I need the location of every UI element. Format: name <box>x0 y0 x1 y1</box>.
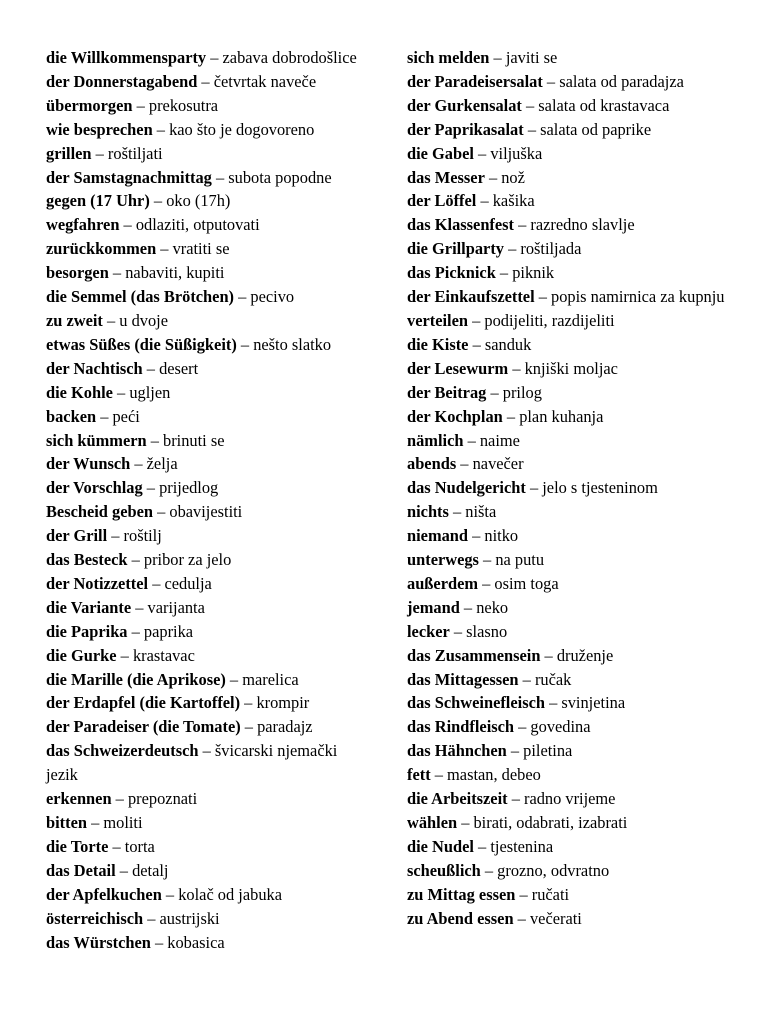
entry-separator: – <box>457 813 474 832</box>
entry-separator: – <box>96 406 113 426</box>
vocabulary-entry <box>46 213 366 237</box>
croatian-translation: marelica <box>242 669 299 689</box>
croatian-translation: salata od krastavaca <box>538 95 670 115</box>
german-term: fett <box>407 765 431 785</box>
vocabulary-entry <box>407 70 725 94</box>
croatian-translation: ručak <box>534 669 572 689</box>
vocabulary-entry <box>407 644 725 668</box>
german-term: die Grillparty <box>407 239 504 259</box>
croatian-translation: varijanta <box>147 597 205 617</box>
entry-separator: – <box>127 550 144 570</box>
croatian-translation: naime <box>479 430 520 450</box>
entry-separator: – <box>523 119 541 139</box>
vocabulary-entry <box>407 333 725 357</box>
entry-separator: – <box>112 382 130 402</box>
vocabulary-entry <box>407 309 725 333</box>
entry-separator: – <box>146 430 164 450</box>
entry-separator: – <box>153 502 170 522</box>
german-term: der Paprikasalat <box>407 119 524 139</box>
entry-separator: – <box>508 358 525 378</box>
german-term: die Gurke <box>46 645 117 665</box>
german-term: die Torte <box>46 836 109 856</box>
entry-separator: – <box>518 669 535 689</box>
german-term: der Lesewurm <box>407 358 509 378</box>
croatian-translation: nož <box>501 167 525 187</box>
entry-separator: – <box>540 645 557 665</box>
entry-separator: – <box>156 239 173 259</box>
croatian-translation: paprika <box>143 621 194 641</box>
croatian-translation: radno vrijeme <box>523 789 616 809</box>
vocabulary-entry <box>407 572 725 596</box>
vocabulary-entry <box>407 381 725 405</box>
german-term: nichts <box>407 502 449 522</box>
entry-separator: – <box>513 908 530 928</box>
croatian-translation: subota popodne <box>228 167 332 187</box>
vocabulary-entry <box>46 907 366 931</box>
vocabulary-entry <box>407 715 725 739</box>
vocabulary-entry <box>46 452 366 476</box>
vocabulary-entry <box>46 285 366 309</box>
entry-separator: – <box>143 908 160 928</box>
entry-separator: – <box>468 334 485 354</box>
german-term: die Variante <box>46 597 132 617</box>
german-term: das Würstchen <box>46 932 151 952</box>
german-term: das Messer <box>407 167 485 187</box>
croatian-translation: odlaziti, otputovati <box>135 215 260 235</box>
croatian-translation: paradajz <box>257 717 313 737</box>
entry-separator: – <box>484 167 502 187</box>
german-term: das Nudelgericht <box>407 478 526 498</box>
vocabulary-entry <box>407 476 725 500</box>
vocabulary-column-right <box>407 46 725 931</box>
entry-separator: – <box>86 813 104 832</box>
vocabulary-entry <box>46 166 366 190</box>
entry-separator: – <box>116 645 133 665</box>
croatian-translation: švicarski njemački jezik <box>46 741 338 785</box>
croatian-translation: popis namirnica za kupnju <box>551 287 725 307</box>
vocabulary-entry <box>407 835 725 859</box>
german-term: scheußlich <box>407 860 481 880</box>
german-term: besorgen <box>46 263 109 283</box>
croatian-translation: roštiljada <box>520 239 582 259</box>
german-term: jemand <box>407 597 460 617</box>
german-term: das Klassenfest <box>407 215 515 235</box>
vocabulary-entry <box>407 429 725 453</box>
vocabulary-entry <box>407 691 725 715</box>
vocabulary-entry <box>407 166 725 190</box>
german-term: sich kümmern <box>46 430 147 450</box>
german-term: die Arbeitszeit <box>407 789 508 809</box>
vocabulary-entry <box>407 739 725 763</box>
vocabulary-entry <box>407 883 725 907</box>
croatian-translation: ugljen <box>129 382 171 402</box>
entry-separator: – <box>480 860 498 880</box>
entry-separator: – <box>473 143 491 163</box>
entry-separator: – <box>107 526 124 546</box>
german-term: das Mittagessen <box>407 669 519 689</box>
entry-separator: – <box>198 741 215 761</box>
croatian-translation: roštiljati <box>107 143 163 163</box>
croatian-translation: roštilj <box>123 526 162 546</box>
entry-separator: – <box>161 884 179 904</box>
vocabulary-entry <box>46 787 366 811</box>
vocabulary-entry <box>46 596 366 620</box>
german-term: wegfahren <box>46 215 120 235</box>
vocabulary-entry <box>407 142 725 166</box>
german-term: der Donnerstagabend <box>46 71 198 91</box>
german-term: der Paradeisersalat <box>407 71 543 91</box>
croatian-translation: večerati <box>529 908 582 928</box>
croatian-translation: kao što je dogovoreno <box>169 119 315 139</box>
german-term: gegen (17 Uhr) <box>46 191 150 211</box>
german-term: der Beitrag <box>407 382 487 402</box>
german-term: abends <box>407 454 457 474</box>
german-term: das Schweizerdeutsch <box>46 741 199 761</box>
vocabulary-entry <box>407 763 725 787</box>
entry-separator: – <box>544 693 562 713</box>
entry-separator: – <box>467 310 485 330</box>
vocabulary-entry <box>46 237 366 261</box>
entry-separator: – <box>542 71 560 91</box>
croatian-translation: brinuti se <box>163 430 225 450</box>
german-term: etwas Süßes (die Süßigkeit) <box>46 334 237 354</box>
german-term: die Kiste <box>407 334 469 354</box>
vocabulary-entry <box>46 309 366 333</box>
croatian-translation: mastan, debeo <box>447 765 541 785</box>
croatian-translation: pribor za jelo <box>143 550 232 570</box>
entry-separator: – <box>502 406 520 426</box>
entry-separator: – <box>225 669 243 689</box>
german-term: der Notizzettel <box>46 573 149 593</box>
entry-separator: – <box>150 932 168 952</box>
vocabulary-entry <box>46 46 366 70</box>
croatian-translation: zabava dobrodošlice <box>222 48 357 67</box>
croatian-translation: druženje <box>556 645 614 665</box>
vocabulary-entry <box>407 524 725 548</box>
entry-separator: – <box>459 597 477 617</box>
croatian-translation: neko <box>476 597 509 617</box>
entry-separator: – <box>234 287 251 307</box>
german-term: lecker <box>407 621 450 641</box>
vocabulary-entry <box>407 189 725 213</box>
croatian-translation: slasno <box>466 621 508 641</box>
croatian-translation: javiti se <box>505 48 558 67</box>
vocabulary-entry <box>407 668 725 692</box>
vocabulary-entry <box>407 405 725 429</box>
croatian-translation: nešto slatko <box>253 334 332 354</box>
vocabulary-entry <box>407 620 725 644</box>
vocabulary-entry <box>46 548 366 572</box>
croatian-translation: svinjetina <box>561 693 626 713</box>
entry-separator: – <box>152 119 170 139</box>
entry-separator: – <box>448 502 466 522</box>
croatian-translation: prekosutra <box>148 95 219 115</box>
croatian-translation: knjiški moljac <box>524 358 618 378</box>
vocabulary-entry <box>46 620 366 644</box>
entry-separator: – <box>149 191 167 211</box>
entry-separator: – <box>507 789 524 809</box>
croatian-translation: oko (17h) <box>166 191 231 211</box>
croatian-translation: krastavac <box>132 645 195 665</box>
german-term: zu Mittag essen <box>407 884 516 904</box>
croatian-translation: ništa <box>465 502 497 522</box>
croatian-translation: podijeliti, razdijeliti <box>484 310 615 330</box>
vocabulary-entry <box>46 811 366 835</box>
entry-separator: – <box>430 765 448 785</box>
vocabulary-entry <box>46 500 366 524</box>
croatian-translation: austrijski <box>159 908 220 928</box>
vocabulary-entry <box>46 333 366 357</box>
german-term: nämlich <box>407 430 464 450</box>
vocabulary-entry <box>407 811 725 835</box>
croatian-translation: torta <box>124 836 155 856</box>
entry-separator: – <box>127 621 144 641</box>
croatian-translation: nabaviti, kupiti <box>125 263 225 283</box>
vocabulary-entry <box>407 787 725 811</box>
vocabulary-entry <box>407 596 725 620</box>
croatian-translation: kašika <box>492 191 535 211</box>
entry-separator: – <box>463 430 480 450</box>
vocabulary-entry <box>407 118 725 142</box>
german-term: Bescheid geben <box>46 502 153 522</box>
vocabulary-entry <box>407 213 725 237</box>
german-term: das Schweinefleisch <box>407 693 545 713</box>
vocabulary-entry <box>46 70 366 94</box>
german-term: die Kohle <box>46 382 113 402</box>
vocabulary-entry <box>46 835 366 859</box>
croatian-translation: kolač od jabuka <box>178 884 282 904</box>
entry-separator: – <box>119 215 136 235</box>
vocabulary-entry <box>407 500 725 524</box>
vocabulary-entry <box>46 405 366 429</box>
vocabulary-entry <box>407 94 725 118</box>
vocabulary-entry <box>46 668 366 692</box>
vocabulary-entry <box>46 524 366 548</box>
croatian-translation: peći <box>112 406 140 426</box>
entry-separator: – <box>534 287 552 307</box>
vocabulary-entry <box>46 931 366 955</box>
entry-separator: – <box>211 167 229 187</box>
vocabulary-entry <box>46 94 366 118</box>
german-term: der Einkaufszettel <box>407 287 535 307</box>
croatian-translation: sanduk <box>484 334 532 354</box>
croatian-translation: piknik <box>512 263 555 283</box>
german-term: der Löffel <box>407 191 477 211</box>
german-term: das Hähnchen <box>407 741 507 761</box>
croatian-translation: plan kuhanja <box>519 406 604 426</box>
german-term: der Nachtisch <box>46 358 143 378</box>
german-term: niemand <box>407 526 469 546</box>
vocabulary-entry <box>46 572 366 596</box>
vocabulary-entry <box>46 691 366 715</box>
vocabulary-entry <box>407 261 725 285</box>
vocabulary-entry <box>46 189 366 213</box>
german-term: erkennen <box>46 789 112 809</box>
vocabulary-entry <box>46 715 366 739</box>
entry-separator: – <box>142 358 160 378</box>
croatian-translation: desert <box>159 358 199 378</box>
german-term: übermorgen <box>46 95 133 115</box>
vocabulary-entry <box>46 476 366 500</box>
croatian-translation: viljuška <box>490 143 543 163</box>
entry-separator: – <box>236 334 254 354</box>
croatian-translation: četvrtak naveče <box>213 71 317 91</box>
german-term: sich melden <box>407 48 490 67</box>
croatian-translation: prijedlog <box>159 478 219 498</box>
german-term: der Kochplan <box>407 406 503 426</box>
german-term: die Willkommensparty <box>46 48 207 67</box>
vocabulary-entry <box>46 859 366 883</box>
vocabulary-entry <box>407 452 725 476</box>
german-term: das Rindfleisch <box>407 717 515 737</box>
entry-separator: – <box>478 550 496 570</box>
german-term: der Gurkensalat <box>407 95 522 115</box>
croatian-translation: salata od paprike <box>540 119 652 139</box>
entry-separator: – <box>91 143 108 163</box>
croatian-translation: detalj <box>132 860 169 880</box>
german-term: das Zusammensein <box>407 645 541 665</box>
croatian-translation: salata od paradajza <box>559 71 684 91</box>
croatian-translation: grozno, odvratno <box>497 860 610 880</box>
entry-separator: – <box>514 717 531 737</box>
entry-separator: – <box>478 573 495 593</box>
german-term: grillen <box>46 143 92 163</box>
german-term: der Paradeiser (die Tomate) <box>46 717 241 737</box>
german-term: die Paprika <box>46 621 128 641</box>
croatian-translation: jelo s tjesteninom <box>542 478 658 498</box>
german-term: wählen <box>407 813 458 832</box>
vocabulary-entry <box>46 429 366 453</box>
croatian-translation: u dvoje <box>119 310 168 330</box>
croatian-translation: na putu <box>495 550 545 570</box>
croatian-translation: cedulja <box>164 573 212 593</box>
german-term: der Erdapfel (die Kartoffel) <box>46 693 241 713</box>
croatian-translation: osim toga <box>494 573 559 593</box>
vocabulary-entry <box>46 261 366 285</box>
croatian-translation: navečer <box>472 454 524 474</box>
croatian-translation: nitko <box>484 526 519 546</box>
german-term: der Apfelkuchen <box>46 884 162 904</box>
german-term: zurückkommen <box>46 239 157 259</box>
vocabulary-entry <box>407 357 725 381</box>
entry-separator: – <box>473 836 491 856</box>
vocabulary-entry <box>407 46 725 70</box>
entry-separator: – <box>521 95 539 115</box>
entry-separator: – <box>111 789 128 809</box>
entry-separator: – <box>476 191 493 211</box>
german-term: der Grill <box>46 526 108 546</box>
vocabulary-entry <box>407 548 725 572</box>
entry-separator: – <box>108 263 126 283</box>
vocabulary-entry <box>46 381 366 405</box>
vocabulary-entry <box>46 142 366 166</box>
entry-separator: – <box>240 717 258 737</box>
vocabulary-column-left <box>46 46 366 954</box>
croatian-translation: kobasica <box>167 932 225 952</box>
german-term: das Detail <box>46 860 116 880</box>
entry-separator: – <box>108 836 125 856</box>
german-term: der Vorschlag <box>46 478 143 498</box>
german-term: der Samstagnachmittag <box>46 167 212 187</box>
german-term: backen <box>46 406 97 426</box>
entry-separator: – <box>449 621 467 641</box>
entry-separator: – <box>503 239 521 259</box>
german-term: das Picknick <box>407 263 496 283</box>
entry-separator: – <box>131 597 148 617</box>
vocabulary-entry <box>46 118 366 142</box>
entry-separator: – <box>515 884 532 904</box>
entry-separator: – <box>468 526 485 546</box>
german-term: verteilen <box>407 310 468 330</box>
german-term: der Wunsch <box>46 454 131 474</box>
german-term: außerdem <box>407 573 479 593</box>
entry-separator: – <box>525 478 543 498</box>
entry-separator: – <box>240 693 257 713</box>
croatian-translation: piletina <box>523 741 573 761</box>
entry-separator: – <box>486 382 503 402</box>
german-term: zu Abend essen <box>407 908 514 928</box>
croatian-translation: prepoznati <box>127 789 198 809</box>
entry-separator: – <box>489 48 506 67</box>
entry-separator: – <box>102 310 120 330</box>
german-term: zu zweit <box>46 310 103 330</box>
croatian-translation: birati, odabrati, izabrati <box>473 813 628 832</box>
german-term: die Gabel <box>407 143 474 163</box>
entry-separator: – <box>197 71 214 91</box>
croatian-translation: prilog <box>502 382 542 402</box>
croatian-translation: govedina <box>530 717 591 737</box>
vocabulary-entry <box>46 644 366 668</box>
croatian-translation: ručati <box>531 884 570 904</box>
croatian-translation: želja <box>146 454 178 474</box>
croatian-translation: razredno slavlje <box>530 215 635 235</box>
entry-separator: – <box>514 215 531 235</box>
entry-separator: – <box>130 454 147 474</box>
entry-separator: – <box>132 95 149 115</box>
german-term: wie besprechen <box>46 119 153 139</box>
german-term: die Marille (die Aprikose) <box>46 669 226 689</box>
croatian-translation: pecivo <box>250 287 295 307</box>
german-term: bitten <box>46 813 87 832</box>
german-term: die Nudel <box>407 836 474 856</box>
vocabulary-entry <box>46 883 366 907</box>
croatian-translation: krompir <box>256 693 310 713</box>
entry-separator: – <box>148 573 165 593</box>
german-term: österreichisch <box>46 908 144 928</box>
vocabulary-entry <box>407 237 725 261</box>
vocabulary-entry <box>407 907 725 931</box>
croatian-translation: moliti <box>103 813 143 832</box>
vocabulary-entry <box>46 357 366 381</box>
entry-separator: – <box>456 454 473 474</box>
croatian-translation: vratiti se <box>172 239 230 259</box>
croatian-translation: tjestenina <box>490 836 554 856</box>
german-term: unterwegs <box>407 550 479 570</box>
croatian-translation: obavijestiti <box>169 502 243 522</box>
german-term: das Besteck <box>46 550 128 570</box>
vocabulary-entry <box>46 739 366 787</box>
entry-separator: – <box>506 741 524 761</box>
vocabulary-entry <box>407 859 725 883</box>
vocabulary-entry <box>407 285 725 309</box>
entry-separator: – <box>142 478 160 498</box>
entry-separator: – <box>115 860 133 880</box>
entry-separator: – <box>206 48 223 67</box>
entry-separator: – <box>495 263 513 283</box>
german-term: die Semmel (das Brötchen) <box>46 287 235 307</box>
